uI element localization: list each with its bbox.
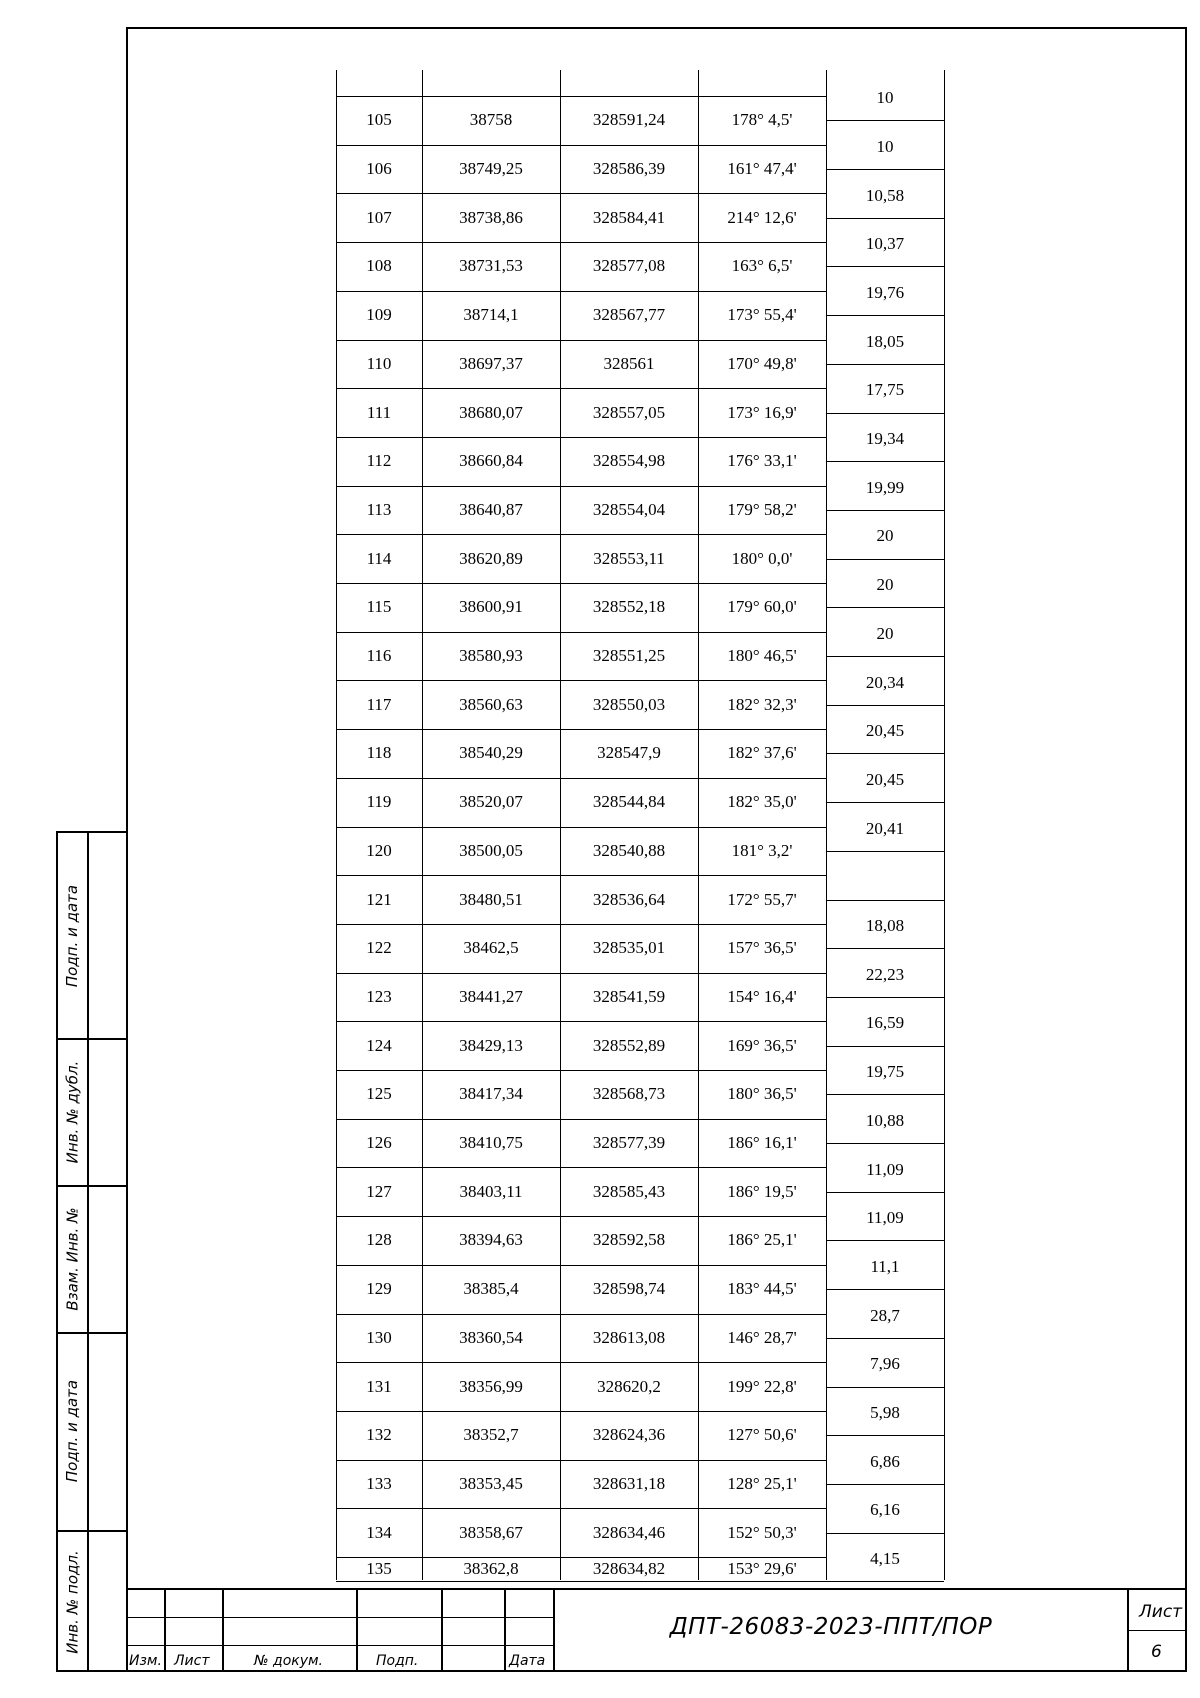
distance-separator bbox=[826, 656, 944, 657]
cell-angle: 179° 60,0' bbox=[727, 597, 797, 617]
cell-angle: 153° 29,6' bbox=[727, 1559, 797, 1578]
cell-angle: 183° 44,5' bbox=[727, 1279, 797, 1299]
cell-distance: 5,98 bbox=[870, 1403, 900, 1423]
cell-y: 328592,58 bbox=[592, 1230, 666, 1250]
distance-separator bbox=[826, 851, 944, 852]
cell-y: 328540,88 bbox=[592, 840, 666, 860]
cell-y: 328613,08 bbox=[592, 1327, 666, 1347]
cell-distance: 19,34 bbox=[865, 429, 905, 449]
distance-separator bbox=[826, 315, 944, 316]
distance-separator bbox=[826, 1192, 944, 1193]
cell-y: 328553,11 bbox=[593, 548, 665, 568]
cell-distance: 18,05 bbox=[865, 331, 905, 351]
header-sign: Подп. bbox=[376, 1653, 419, 1669]
cell-x: 38640,87 bbox=[459, 499, 523, 519]
cell-x: 38480,51 bbox=[459, 889, 523, 909]
cell-y: 328634,82 bbox=[592, 1559, 666, 1578]
cell-y: 328561 bbox=[603, 353, 655, 373]
cell-distance bbox=[826, 853, 944, 902]
stamp-inv-dup: Инв. № дубл. bbox=[63, 1060, 82, 1163]
cell-distance: 20 bbox=[876, 526, 894, 546]
cell-n: 123 bbox=[366, 986, 392, 1006]
distance-separator bbox=[826, 753, 944, 754]
cell-angle: 173° 55,4' bbox=[727, 305, 797, 325]
cell-n: 121 bbox=[366, 889, 392, 909]
title-block bbox=[126, 1588, 1187, 1672]
document-code: ДПТ-26083-2023-ППТ/ПОР bbox=[669, 1614, 993, 1640]
cell-n: 132 bbox=[366, 1425, 392, 1445]
cell-y: 328547,9 bbox=[597, 743, 661, 763]
cell-distance: 10,37 bbox=[865, 234, 905, 254]
cell-angle: 214° 12,6' bbox=[727, 207, 797, 227]
cell-distance: 20,34 bbox=[865, 672, 905, 692]
stamp-sign-date-1: Подп. и дата bbox=[63, 884, 82, 987]
cell-angle: 180° 46,5' bbox=[727, 646, 797, 666]
cell-n: 127 bbox=[366, 1181, 392, 1201]
cell-angle: 186° 19,5' bbox=[727, 1181, 797, 1201]
cell-angle: 152° 50,3' bbox=[727, 1522, 797, 1542]
cell-y: 328620,2 bbox=[597, 1376, 661, 1396]
distance-separator bbox=[826, 1289, 944, 1290]
cell-angle: 146° 28,7' bbox=[727, 1327, 797, 1347]
cell-x: 38560,63 bbox=[459, 694, 523, 714]
header-list: Лист bbox=[174, 1653, 210, 1669]
cell-angle: 186° 16,1' bbox=[727, 1133, 797, 1153]
cell-x: 38356,99 bbox=[459, 1376, 523, 1396]
cell-angle: 170° 49,8' bbox=[727, 353, 797, 373]
cell-n: 106 bbox=[366, 159, 392, 179]
cell-n: 131 bbox=[366, 1376, 392, 1396]
cell-y: 328577,39 bbox=[592, 1133, 666, 1153]
cell-y: 328541,59 bbox=[592, 986, 666, 1006]
cell-distance: 16,59 bbox=[865, 1013, 905, 1033]
cell-distance: 10,58 bbox=[865, 185, 905, 205]
cell-n: 109 bbox=[366, 305, 392, 325]
cell-distance: 6,16 bbox=[870, 1500, 900, 1520]
cell-x: 38403,11 bbox=[459, 1181, 523, 1201]
cell-x: 38738,86 bbox=[459, 207, 523, 227]
cell-y: 328624,36 bbox=[592, 1425, 666, 1445]
distance-separator bbox=[826, 900, 944, 901]
cell-y: 328631,18 bbox=[592, 1473, 666, 1493]
cell-distance: 11,1 bbox=[870, 1256, 900, 1276]
cell-y: 328586,39 bbox=[592, 159, 666, 179]
cell-x: 38385,4 bbox=[463, 1279, 519, 1299]
cell-n: 110 bbox=[366, 353, 392, 373]
distance-separator bbox=[826, 1338, 944, 1339]
distance-separator bbox=[826, 1143, 944, 1144]
cell-n: 119 bbox=[366, 792, 392, 812]
cell-x: 38500,05 bbox=[459, 840, 523, 860]
distance-separator bbox=[826, 802, 944, 803]
table-col-line bbox=[944, 70, 945, 1580]
cell-x: 38462,5 bbox=[463, 938, 519, 958]
cell-angle: 154° 16,4' bbox=[727, 986, 797, 1006]
distance-separator bbox=[826, 559, 944, 560]
cell-angle: 186° 25,1' bbox=[727, 1230, 797, 1250]
cell-angle: 161° 47,4' bbox=[727, 159, 797, 179]
cell-angle: 178° 4,5' bbox=[731, 110, 793, 130]
cell-x: 38600,91 bbox=[459, 597, 523, 617]
cell-n: 107 bbox=[366, 207, 392, 227]
cell-n: 126 bbox=[366, 1133, 392, 1153]
header-doc: № докум. bbox=[254, 1653, 324, 1669]
cell-n: 125 bbox=[366, 1084, 392, 1104]
sheet-label: Лист bbox=[1139, 1602, 1183, 1622]
distance-separator bbox=[826, 705, 944, 706]
cell-angle: 182° 32,3' bbox=[727, 694, 797, 714]
distance-separator bbox=[826, 1435, 944, 1436]
cell-distance: 20,45 bbox=[865, 769, 905, 789]
cell-angle: 127° 50,6' bbox=[727, 1425, 797, 1445]
distance-separator bbox=[826, 1387, 944, 1388]
distance-separator bbox=[826, 1484, 944, 1485]
cell-x: 38358,67 bbox=[459, 1522, 523, 1542]
header-date: Дата bbox=[509, 1653, 546, 1669]
cell-n: 134 bbox=[366, 1522, 392, 1542]
cell-y: 328554,04 bbox=[592, 499, 666, 519]
cell-y: 328535,01 bbox=[592, 938, 666, 958]
cell-x: 38360,54 bbox=[459, 1327, 523, 1347]
cell-x: 38417,34 bbox=[459, 1084, 523, 1104]
cell-distance: 22,23 bbox=[865, 964, 905, 984]
cell-angle: 182° 37,6' bbox=[727, 743, 797, 763]
cell-n: 129 bbox=[366, 1279, 392, 1299]
cell-distance: 19,75 bbox=[865, 1062, 905, 1082]
stamp-replace-inv: Взам. Инв. № bbox=[63, 1206, 82, 1311]
cell-n: 105 bbox=[366, 110, 392, 130]
cell-y: 328550,03 bbox=[592, 694, 666, 714]
cell-x: 38353,45 bbox=[459, 1473, 523, 1493]
cell-distance: 19,99 bbox=[865, 477, 905, 497]
cell-distance: 4,15 bbox=[870, 1549, 900, 1569]
cell-x: 38680,07 bbox=[459, 402, 523, 422]
cell-n: 133 bbox=[366, 1473, 392, 1493]
cell-x: 38714,1 bbox=[463, 305, 519, 325]
distance-separator bbox=[826, 120, 944, 121]
distance-separator bbox=[826, 607, 944, 608]
cell-angle: 157° 36,5' bbox=[727, 938, 797, 958]
cell-n: 117 bbox=[366, 694, 392, 714]
cell-angle: 163° 6,5' bbox=[731, 256, 793, 276]
coordinates-table bbox=[336, 70, 944, 1580]
distance-separator bbox=[826, 461, 944, 462]
cell-n: 120 bbox=[366, 840, 392, 860]
cell-distance: 20 bbox=[876, 575, 894, 595]
cell-y: 328584,41 bbox=[592, 207, 666, 227]
cell-distance: 20 bbox=[876, 623, 894, 643]
side-stamp bbox=[56, 831, 126, 1672]
cell-angle: 181° 3,2' bbox=[731, 840, 793, 860]
cell-x: 38520,07 bbox=[459, 792, 523, 812]
cell-angle: 182° 35,0' bbox=[727, 792, 797, 812]
distance-separator bbox=[826, 1094, 944, 1095]
cell-n: 124 bbox=[366, 1035, 392, 1055]
cell-n: 118 bbox=[366, 743, 392, 763]
cell-n: 122 bbox=[366, 938, 392, 958]
cell-x: 38697,37 bbox=[459, 353, 523, 373]
cell-angle: 172° 55,7' bbox=[727, 889, 797, 909]
cell-angle: 128° 25,1' bbox=[727, 1473, 797, 1493]
cell-x: 38441,27 bbox=[459, 986, 523, 1006]
cell-y: 328557,05 bbox=[592, 402, 666, 422]
cell-y: 328552,18 bbox=[592, 597, 666, 617]
distance-separator bbox=[826, 997, 944, 998]
distance-separator bbox=[826, 266, 944, 267]
cell-x: 38429,13 bbox=[459, 1035, 523, 1055]
distance-separator bbox=[826, 1533, 944, 1534]
cell-x: 38362,8 bbox=[463, 1559, 519, 1578]
cell-x: 38410,75 bbox=[459, 1133, 523, 1153]
cell-y: 328551,25 bbox=[592, 646, 666, 666]
cell-y: 328567,77 bbox=[592, 305, 666, 325]
cell-n: 115 bbox=[366, 597, 392, 617]
cell-y: 328585,43 bbox=[592, 1181, 666, 1201]
cell-n: 130 bbox=[366, 1327, 392, 1347]
distance-separator bbox=[826, 948, 944, 949]
cell-distance: 17,75 bbox=[865, 380, 905, 400]
cell-distance: 10 bbox=[876, 136, 894, 156]
distance-separator bbox=[826, 1240, 944, 1241]
cell-y: 328544,84 bbox=[592, 792, 666, 812]
cell-y: 328554,98 bbox=[592, 451, 666, 471]
cell-n: 128 bbox=[366, 1230, 392, 1250]
cell-angle: 176° 33,1' bbox=[727, 451, 797, 471]
cell-distance: 28,7 bbox=[870, 1305, 900, 1325]
cell-x: 38394,63 bbox=[459, 1230, 523, 1250]
header-izm: Изм. bbox=[129, 1653, 162, 1669]
cell-x: 38580,93 bbox=[459, 646, 523, 666]
cell-angle: 199° 22,8' bbox=[727, 1376, 797, 1396]
cell-angle: 169° 36,5' bbox=[727, 1035, 797, 1055]
cell-angle: 180° 0,0' bbox=[731, 548, 793, 568]
cell-n: 108 bbox=[366, 256, 392, 276]
cell-x: 38620,89 bbox=[459, 548, 523, 568]
cell-distance: 10,88 bbox=[865, 1110, 905, 1130]
cell-n: 114 bbox=[366, 548, 392, 568]
sheet-number: 6 bbox=[1151, 1642, 1162, 1662]
distance-separator bbox=[826, 218, 944, 219]
cell-angle: 173° 16,9' bbox=[727, 402, 797, 422]
stamp-inv-orig: Инв. № подл. bbox=[63, 1550, 82, 1654]
cell-x: 38758 bbox=[469, 110, 513, 130]
distance-separator bbox=[826, 364, 944, 365]
cell-distance: 20,45 bbox=[865, 721, 905, 741]
cell-x: 38540,29 bbox=[459, 743, 523, 763]
cell-distance: 10 bbox=[876, 88, 894, 108]
cell-n: 113 bbox=[366, 499, 392, 519]
cell-y: 328568,73 bbox=[592, 1084, 666, 1104]
distance-separator bbox=[826, 169, 944, 170]
cell-n: 112 bbox=[366, 451, 392, 471]
cell-x: 38731,53 bbox=[459, 256, 523, 276]
cell-angle: 180° 36,5' bbox=[727, 1084, 797, 1104]
cell-distance: 11,09 bbox=[866, 1159, 904, 1179]
cell-y: 328634,46 bbox=[592, 1522, 666, 1542]
cell-n: 135 bbox=[366, 1559, 392, 1578]
cell-x: 38352,7 bbox=[463, 1425, 519, 1445]
cell-y: 328598,74 bbox=[592, 1279, 666, 1299]
cell-y: 328577,08 bbox=[592, 256, 666, 276]
cell-n: 116 bbox=[366, 646, 392, 666]
cell-distance: 19,76 bbox=[865, 282, 905, 302]
cell-y: 328552,89 bbox=[592, 1035, 666, 1055]
cell-distance: 7,96 bbox=[870, 1354, 900, 1374]
cell-distance: 6,86 bbox=[870, 1451, 900, 1471]
cell-distance: 18,08 bbox=[865, 916, 905, 936]
cell-y: 328536,64 bbox=[592, 889, 666, 909]
cell-distance: 20,41 bbox=[865, 818, 905, 838]
stamp-sign-date-2: Подп. и дата bbox=[63, 1379, 82, 1483]
distance-separator bbox=[826, 413, 944, 414]
cell-x: 38660,84 bbox=[459, 451, 523, 471]
distance-separator bbox=[826, 510, 944, 511]
distance-separator bbox=[826, 1046, 944, 1047]
cell-distance: 11,09 bbox=[866, 1208, 904, 1228]
cell-x: 38749,25 bbox=[459, 159, 523, 179]
cell-y: 328591,24 bbox=[592, 110, 666, 130]
cell-n: 111 bbox=[366, 402, 392, 422]
cell-angle: 179° 58,2' bbox=[727, 499, 797, 519]
